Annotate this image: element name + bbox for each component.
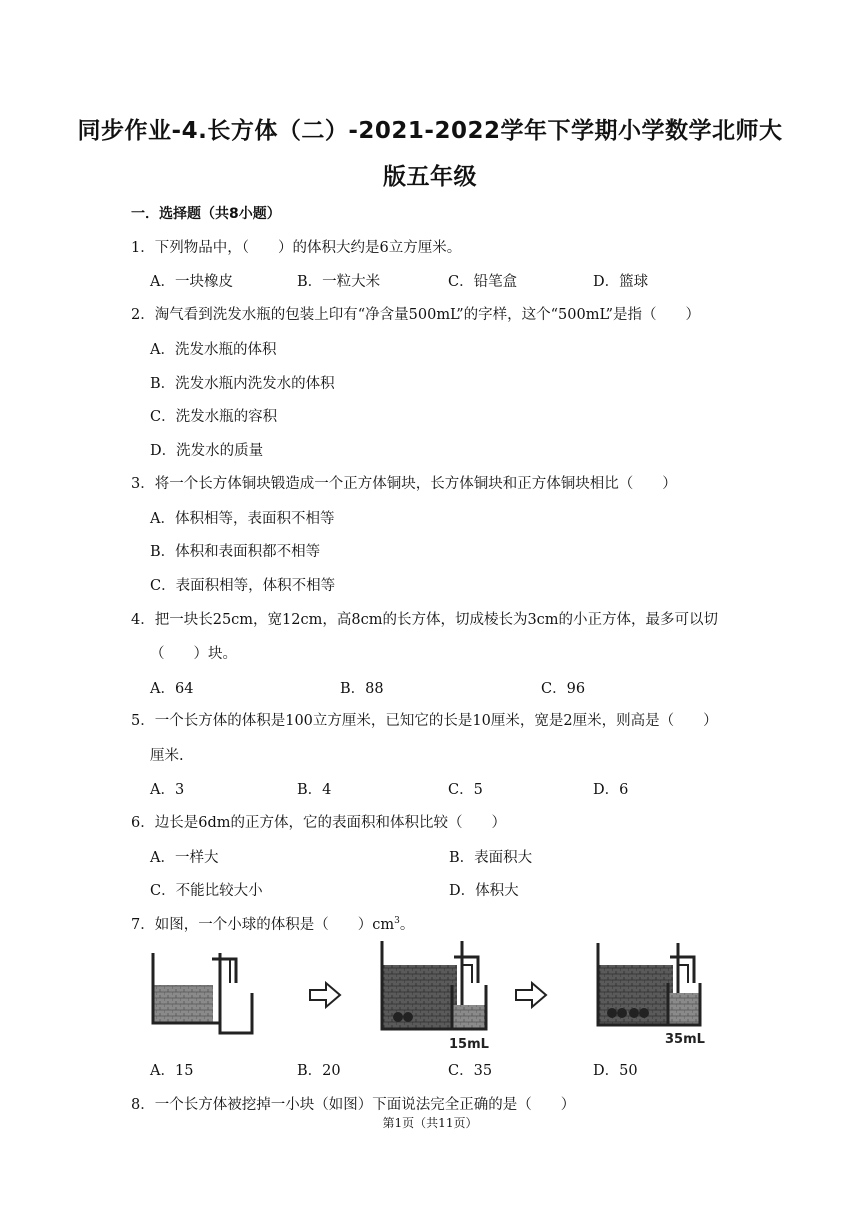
q2-option-b: B．洗发水瓶内洗发水的体积: [150, 376, 335, 392]
question-7-text: 7．如图，一个小球的体积是（ ）cm: [131, 917, 395, 933]
question-5-continued: 厘米.: [150, 748, 184, 764]
q6-option-a: A．一样大: [150, 850, 219, 866]
question-3: 3．将一个长方体铜块锻造成一个正方体铜块，长方体铜块和正方体铜块相比（ ）: [131, 476, 677, 492]
q5-option-b: B．4: [297, 782, 332, 798]
arrow-right-icon: [310, 983, 340, 1007]
q1-option-c: C．铅笔盒: [448, 274, 518, 290]
page-footer: 第1页（共11页）: [382, 1116, 478, 1130]
q3-option-a: A．体积相等，表面积不相等: [150, 511, 335, 527]
q7-option-c: C．35: [448, 1063, 493, 1079]
question-7: [131, 913, 414, 934]
container-with-one-ball: [382, 941, 486, 1029]
q2-option-c: C．洗发水瓶的容积: [150, 409, 278, 425]
q1-option-d: D．篮球: [593, 274, 649, 290]
q1-option-b: B．一粒大米: [297, 274, 381, 290]
section-heading: 一．选择题（共8小题）: [131, 206, 281, 222]
question-1: 1．下列物品中，（ ）的体积大约是6立方厘米。: [131, 240, 462, 256]
q6-option-c: C．不能比较大小: [150, 883, 263, 899]
q6-option-d: D．体积大: [449, 883, 519, 899]
question-7-superscript: 3: [394, 916, 400, 927]
question-5: 5．一个长方体的体积是100立方厘米，已知它的长是10厘米，宽是2厘米，则高是（ ）: [131, 713, 718, 729]
q2-option-a: A．洗发水瓶的体积: [150, 342, 277, 358]
q5-option-c: C．5: [448, 782, 483, 798]
q5-option-d: D．6: [593, 782, 629, 798]
q3-option-b: B．体积和表面积都不相等: [150, 544, 321, 560]
q6-option-b: B．表面积大: [449, 850, 533, 866]
q4-option-a: A．64: [150, 681, 194, 697]
q7-option-b: B．20: [297, 1063, 341, 1079]
container-with-multiple-balls: [598, 943, 700, 1025]
question-7-figure: [140, 935, 740, 1053]
container-initial: [153, 953, 252, 1033]
question-7-end: 。: [399, 917, 415, 933]
arrow-right-icon: [516, 983, 546, 1007]
question-4: 4．把一块长25cm，宽12cm，高8cm的长方体，切成棱长为3cm的小正方体，最多可以切: [131, 612, 719, 628]
q1-option-a: A．一块橡皮: [150, 274, 233, 290]
figure-label-35ml: 35mL: [665, 1032, 705, 1047]
q5-option-a: A．3: [150, 782, 185, 798]
question-8: 8．一个长方体被挖掉一小块（如图）下面说法完全正确的是（ ）: [131, 1097, 576, 1113]
title-line-1: 同步作业-4.长方体（二）-2021-2022学年下学期小学数学北师大: [77, 118, 783, 144]
q4-option-b: B．88: [340, 681, 384, 697]
q7-option-a: A．15: [150, 1063, 194, 1079]
q2-option-d: D．洗发水的质量: [150, 443, 264, 459]
question-6: 6．边长是6dm的正方体，它的表面积和体积比较（ ）: [131, 815, 506, 831]
q3-option-c: C．表面积相等，体积不相等: [150, 578, 336, 594]
figure-label-15ml: 15mL: [449, 1037, 489, 1052]
question-2: 2．淘气看到洗发水瓶的包装上印有“净含量500mL”的字样，这个“500mL”是指（ ）: [131, 307, 701, 323]
question-4-continued: （ ）块。: [150, 646, 237, 662]
title-line-2: 版五年级: [383, 164, 477, 190]
q4-option-c: C．96: [541, 681, 586, 697]
q7-option-d: D．50: [593, 1063, 638, 1079]
